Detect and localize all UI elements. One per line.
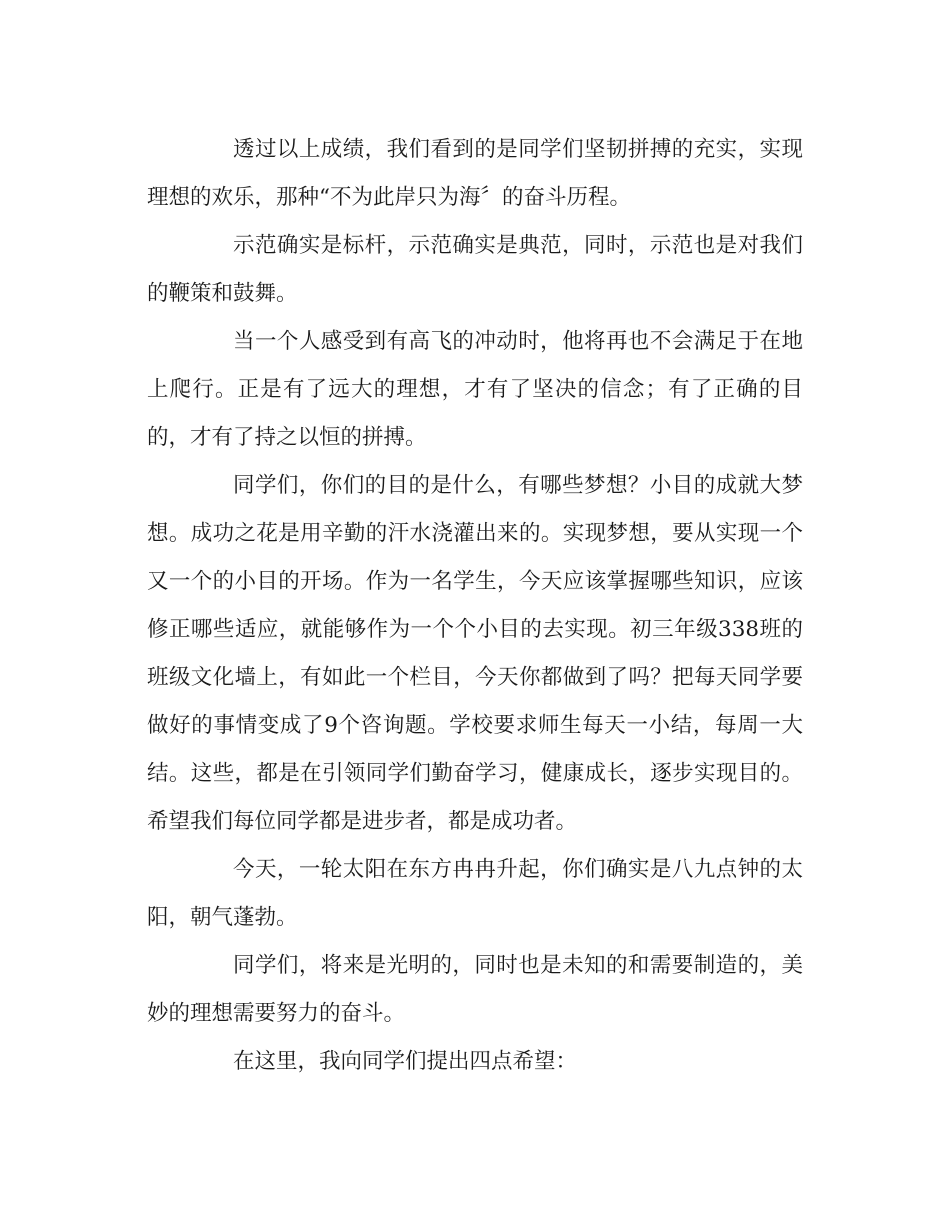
paragraph-1: 透过以上成绩，我们看到的是同学们坚韧拼搏的充实，实现理想的欢乐，那种“不为此岸只为海〞的奋斗历程。 — [147, 137, 803, 210]
body-text — [147, 126, 803, 1086]
paragraph-6: 同学们，将来是光明的，同时也是未知的和需要制造的，美妙的理想需要努力的奋斗。 — [147, 953, 803, 1026]
paragraph-7: 在这里，我向同学们提出四点希望： — [233, 1049, 578, 1074]
paragraph-4: 同学们，你们的目的是什么，有哪些梦想？小目的成就大梦想。成功之花是用辛勤的汗水浇灌出来的。实现梦想，要从实现一个又一个的小目的开场。作为一名学生，今天应该掌握哪些知识，应该修正哪些适应，就能够作为一个个小目的去实现。初三年级338班的班级文化墙上，有如此一个栏目，今天你都做到了吗？把每天同学要做好的事情变成了9个咨询题。学校要求师生每天一小结，每周一大结。这些，都是在引领同学们勤奋学习，健康成长，逐步实现目的。希望我们每位同学都是进步者，都是成功者。 — [147, 473, 803, 834]
paragraph-5: 今天，一轮太阳在东方冉冉升起，你们确实是八九点钟的太阳，朝气蓬勃。 — [147, 857, 803, 930]
paragraph-3: 当一个人感受到有高飞的冲动时，他将再也不会满足于在地上爬行。正是有了远大的理想，才有了坚决的信念；有了正确的目的，才有了持之以恒的拼搏。 — [147, 329, 803, 450]
paragraph-2: 示范确实是标杆，示范确实是典范，同时，示范也是对我们的鞭策和鼓舞。 — [147, 233, 803, 306]
